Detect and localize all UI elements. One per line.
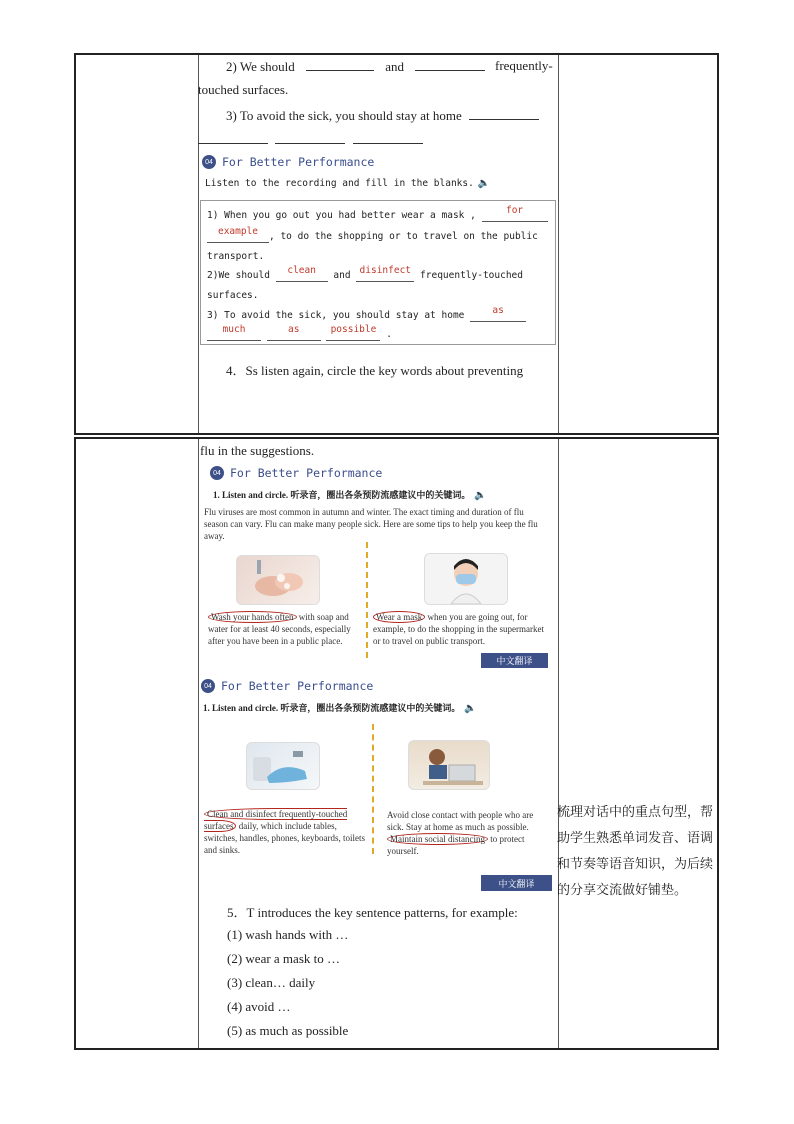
answer-blank	[207, 324, 261, 341]
intro-paragraph: Flu viruses are most common in autumn and winter. The exact timing and duration of flu season can vary. Flu can make many people sick. Here are some tips to help you keep the flu away.	[204, 507, 538, 541]
item2-frequently: frequently-	[495, 58, 553, 73]
step4-text: 4．Ss listen again, circle the key words about preventing	[226, 363, 524, 378]
tip-text: daily, which include tables, switches, handles, phones, keyboards, toilets and sinks.	[204, 821, 365, 855]
blank	[306, 58, 374, 71]
item2-text: 2) We should	[226, 59, 295, 74]
speaker-icon[interactable]: 🔈	[477, 178, 491, 189]
section-badge: 04	[210, 466, 224, 480]
translate-button[interactable]: 中文翻译	[481, 653, 548, 668]
section-heading	[201, 679, 373, 693]
fill-text: 2)We should	[207, 270, 270, 281]
answer-text: as	[288, 324, 300, 335]
pattern-item: (1) wash hands with …	[227, 927, 349, 942]
fill-text: surfaces.	[207, 290, 259, 301]
instruction-text: 1. Listen and circle. 听录音，圈出各条预防流感建议中的关键词。	[213, 490, 471, 500]
circled-keyword: Maintain social distancing	[387, 833, 488, 845]
section-heading	[202, 155, 374, 169]
instruction-text: Listen to the recording and fill in the blanks.	[205, 178, 474, 189]
circled-keyword: Wash your hands often	[208, 611, 297, 623]
divider	[366, 542, 368, 658]
divider	[372, 724, 374, 854]
instruction-text: 1. Listen and circle. 听录音，圈出各条预防流感建议中的关键词。	[203, 703, 461, 713]
tip-text: with soap and water for at least 40 seconds, especially after you have been in a public place.	[208, 612, 351, 646]
section-heading	[210, 466, 382, 480]
speaker-icon[interactable]: 🔈	[464, 703, 477, 714]
listen-circle-instruction	[203, 701, 477, 714]
section-badge: 04	[201, 679, 215, 693]
item2-and: and	[385, 59, 405, 74]
blank	[415, 58, 485, 71]
answer-blank	[356, 265, 414, 282]
person-laptop-illustration	[409, 741, 489, 789]
answer-text: as	[492, 305, 504, 316]
section-title: For Better Performance	[221, 679, 374, 693]
cleaning-glove-illustration	[247, 743, 319, 789]
answer-text: clean	[287, 265, 316, 276]
answer-blank	[326, 324, 380, 341]
answer-text: example	[217, 226, 259, 237]
item2-line	[226, 58, 493, 75]
hand-washing-illustration	[237, 556, 319, 604]
pattern-item: (3) clean… daily	[227, 975, 316, 990]
pattern-item: (5) as much as possible	[227, 1023, 349, 1038]
fill-text: 3) To avoid the sick, you should stay at home	[207, 310, 465, 321]
answer-text: for	[505, 205, 524, 216]
fill-text: , to do the shopping or to travel on the public	[269, 231, 538, 242]
teaching-purpose-note: 梳理对话中的重点句型，帮助学生熟悉单词发音、语调和节奏等语音知识，为后续的分享交流做好铺垫。	[557, 805, 714, 898]
translate-button[interactable]: 中文翻译	[481, 875, 552, 891]
stay-home-image	[408, 740, 490, 790]
hand-washing-image	[236, 555, 320, 605]
section-title: For Better Performance	[230, 466, 383, 480]
tip-avoid-contact	[387, 809, 547, 857]
mask-image	[424, 553, 508, 605]
item3-line	[226, 107, 539, 124]
blank	[275, 131, 345, 144]
answer-blank	[482, 205, 548, 222]
item2-surfaces: touched surfaces.	[198, 82, 289, 97]
blank	[353, 131, 423, 144]
instruction	[205, 178, 490, 189]
answer-blank	[207, 226, 269, 243]
speaker-icon[interactable]: 🔈	[474, 490, 487, 501]
tip-wash-hands	[208, 611, 364, 647]
pattern-item: (4) avoid …	[227, 999, 291, 1014]
fill-text: and	[333, 270, 351, 281]
mask-person-illustration	[425, 554, 507, 604]
answer-text: much	[222, 324, 246, 335]
table-col-right	[558, 55, 717, 433]
tip-text: Avoid close contact with people who are sick. Stay at home as much as possible.	[387, 810, 534, 832]
tip-text: to protect yourself.	[387, 834, 525, 856]
listen-circle-instruction	[213, 488, 487, 501]
tip-text: when you are going out, for example, to do the shopping in the supermarket or to travel on public transport.	[373, 612, 544, 646]
item3-text: 3) To avoid the sick, you should stay at home	[226, 108, 462, 123]
table-col-right	[558, 439, 717, 1048]
fill-in-box	[200, 200, 556, 345]
table-col-left	[76, 439, 199, 1048]
step5-text: 5．T introduces the key sentence patterns, for example:	[227, 905, 518, 920]
fill-text: frequently-touched	[420, 270, 523, 281]
fill-text: .	[386, 329, 392, 340]
blank	[198, 131, 268, 144]
answer-blank	[267, 324, 321, 341]
pattern-item: (2) wear a mask to …	[227, 951, 340, 966]
circled-keyword: Clean and disinfect frequently-touched surfaces	[204, 809, 348, 831]
circled-keyword: Wear a mask	[373, 611, 425, 623]
section-badge: 04	[202, 155, 216, 169]
answer-text: possible	[330, 324, 377, 335]
tip-wear-mask	[373, 611, 549, 647]
answer-text: disinfect	[359, 265, 412, 276]
blank	[469, 107, 539, 120]
table-col-left	[76, 55, 199, 433]
disinfect-image	[246, 742, 320, 790]
fill-text: transport.	[207, 251, 265, 262]
answer-blank	[470, 305, 526, 322]
section-title: For Better Performance	[222, 155, 375, 169]
fill-text: 1) When you go out you had better wear a mask ,	[207, 210, 476, 221]
item3-blanks	[198, 131, 423, 148]
tip-clean-disinfect	[204, 808, 368, 856]
continued-text: flu in the suggestions.	[200, 443, 315, 458]
answer-blank	[276, 265, 328, 282]
